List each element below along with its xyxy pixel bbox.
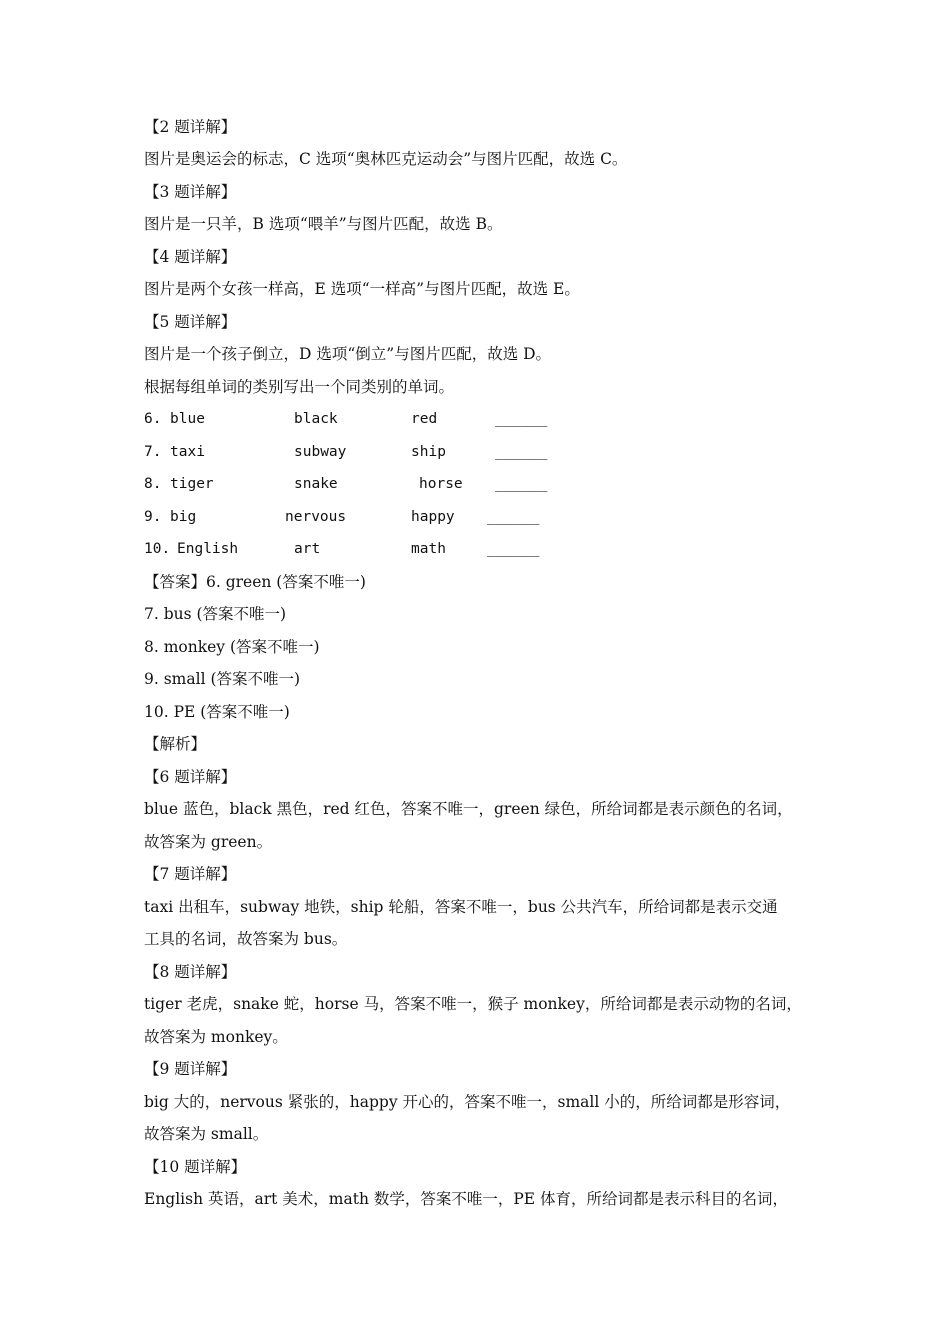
question-row [144,473,814,495]
heading-q9: 【9 题详解】 [144,1060,237,1078]
heading-q7: 【7 题详解】 [144,865,237,883]
explanation-line: 故答案为 small。 [144,1125,269,1143]
answer-line: 7. bus (答案不唯一) [144,605,287,623]
word-2: black [294,411,338,427]
question-number: 6. [144,411,162,427]
answer-blank: ______ [487,509,540,525]
heading-q4: 【4 题详解】 [144,248,237,266]
question-row [144,506,814,528]
explanation-line: 故答案为 green。 [144,833,273,851]
question-row [144,408,814,430]
question-number: 10. [144,541,171,557]
question-row [144,441,814,463]
heading-q2: 【2 题详解】 [144,118,237,136]
answer-line: 8. monkey (答案不唯一) [144,638,320,656]
explanation-line: tiger 老虎，snake 蛇，horse 马，答案不唯一，猴子 monkey，所给词都是表示动物的名词， [144,995,802,1013]
explanation-q4: 图片是两个女孩一样高，E 选项“一样高”与图片匹配，故选 E。 [144,280,580,298]
question-row [144,538,814,560]
heading-q5: 【5 题详解】 [144,313,237,331]
word-2: art [294,541,321,557]
word-3: horse [419,476,463,492]
word-2: nervous [285,509,347,525]
question-number: 7. [144,444,162,460]
answer-line: 10. PE (答案不唯一) [144,703,290,721]
explanation-q3: 图片是一只羊，B 选项“喂羊”与图片匹配，故选 B。 [144,215,503,233]
explanation-line: 工具的名词，故答案为 bus。 [144,930,348,948]
section-instruction: 根据每组单词的类别写出一个同类别的单词。 [144,378,455,396]
explanation-line: taxi 出租车，subway 地铁，ship 轮船，答案不唯一，bus 公共汽车，所给词都是表示交通 [144,898,778,916]
word-2: snake [294,476,338,492]
word-3: red [411,411,438,427]
word-1: taxi [170,444,205,460]
word-1: tiger [170,476,214,492]
word-1: blue [170,411,205,427]
word-3: math [411,541,446,557]
heading-q8: 【8 题详解】 [144,963,237,981]
explanation-line: big 大的，nervous 紧张的，happy 开心的，答案不唯一，small 小的，所给词都是形容词， [144,1093,791,1111]
word-1: English [177,541,239,557]
answer-blank: ______ [495,476,548,492]
answer-blank: ______ [487,541,540,557]
explanation-q2: 图片是奥运会的标志，C 选项“奥林匹克运动会”与图片匹配，故选 C。 [144,150,628,168]
word-3: ship [411,444,446,460]
word-3: happy [411,509,455,525]
analysis-label: 【解析】 [144,735,207,753]
explanation-q5: 图片是一个孩子倒立，D 选项“倒立”与图片匹配，故选 D。 [144,345,552,363]
explanation-line: English 英语，art 美术，math 数学，答案不唯一，PE 体育，所给词都是表示科目的名词， [144,1190,789,1208]
heading-q3: 【3 题详解】 [144,183,237,201]
explanation-line: 故答案为 monkey。 [144,1028,288,1046]
answer-blank: ______ [495,411,548,427]
heading-q10: 【10 题详解】 [144,1158,247,1176]
heading-q6: 【6 题详解】 [144,768,237,786]
question-number: 8. [144,476,162,492]
answer-blank: ______ [495,444,548,460]
word-2: subway [294,444,347,460]
explanation-line: blue 蓝色，black 黑色，red 红色，答案不唯一，green 绿色，所给词都是表示颜色的名词， [144,800,793,818]
word-1: big [170,509,197,525]
answer-line: 9. small (答案不唯一) [144,670,301,688]
answer-line: 【答案】6. green (答案不唯一) [144,573,366,591]
question-number: 9. [144,509,162,525]
